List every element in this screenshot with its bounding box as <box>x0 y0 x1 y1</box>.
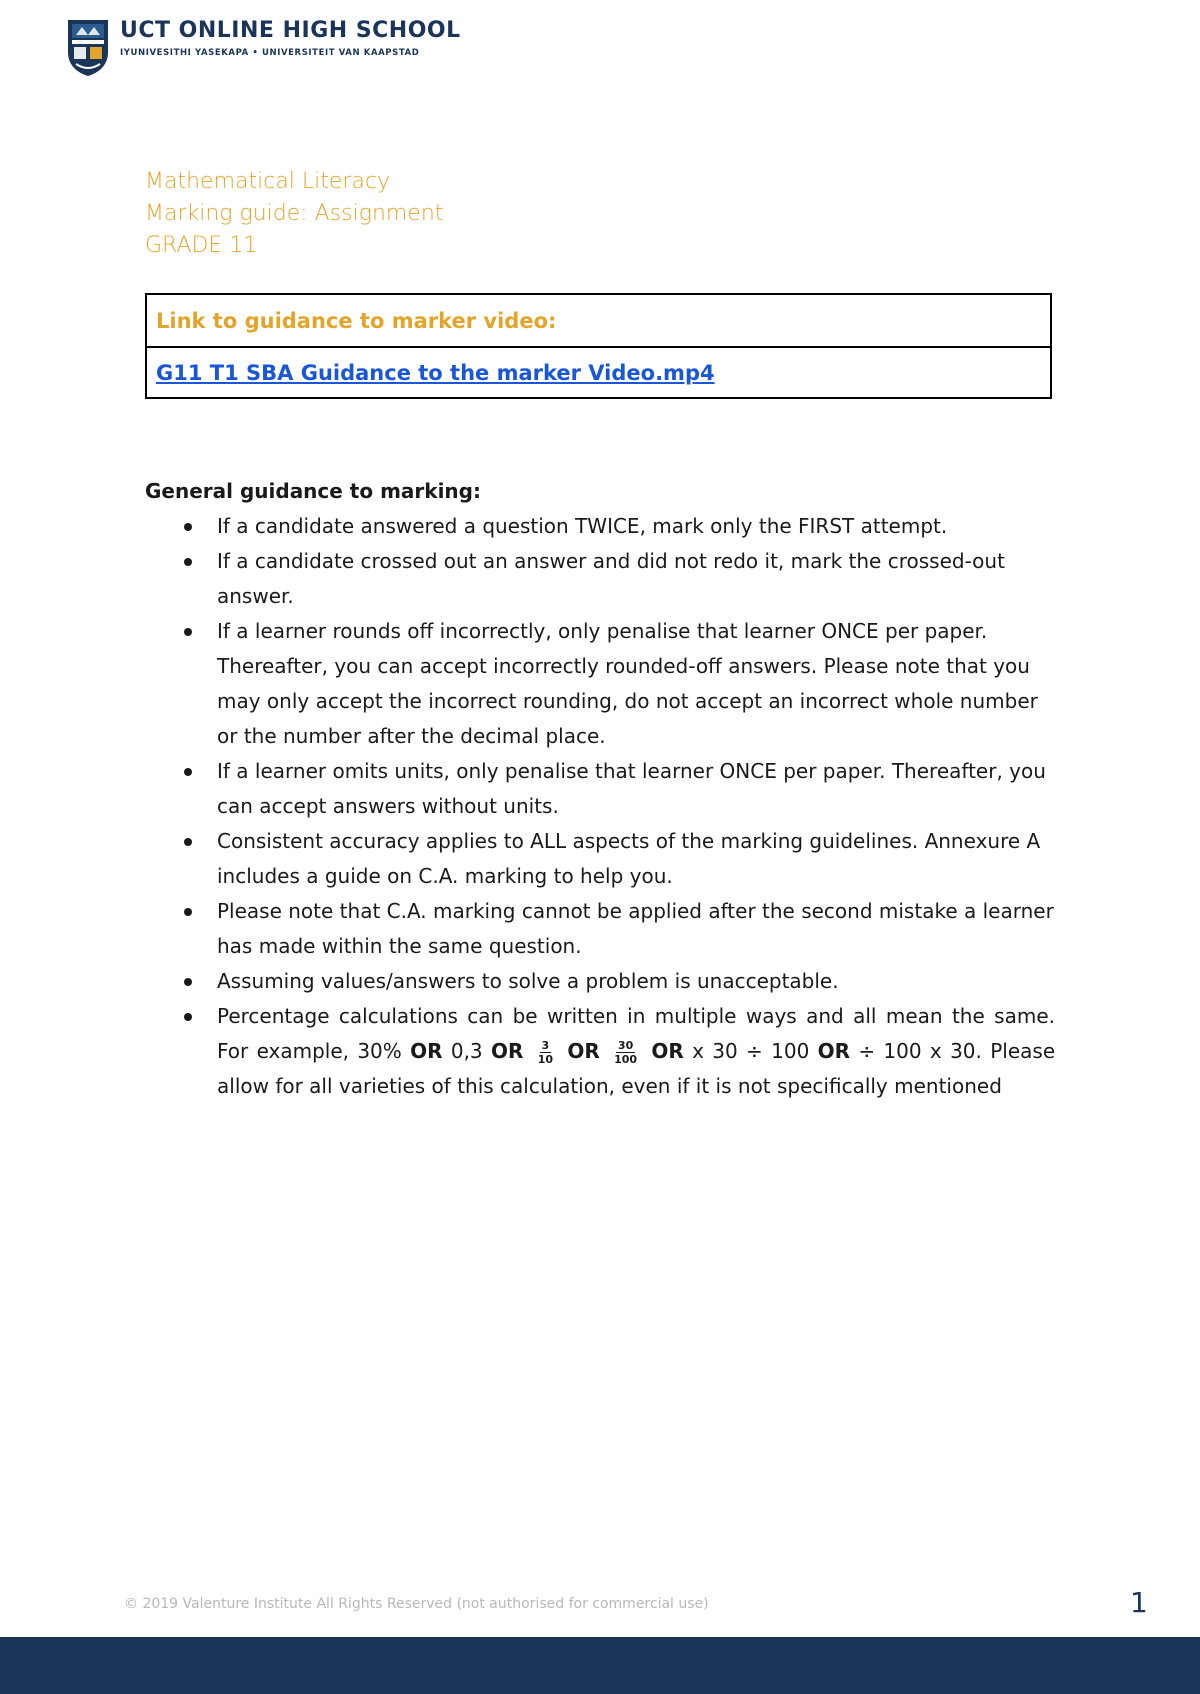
guidance-item: Consistent accuracy applies to ALL aspects of the marking guidelines. Annexure A includes a guide on C.A. marking to help you. <box>145 824 1055 894</box>
percentage-expression: x 30 ÷ 100 <box>692 1039 810 1063</box>
percentage-decimal: 0,3 <box>450 1039 483 1063</box>
footer-bar <box>0 1637 1200 1694</box>
or-keyword: OR <box>651 1039 684 1063</box>
document-title: Marking guide: Assignment <box>145 201 444 226</box>
subject-title: Mathematical Literacy <box>145 169 391 194</box>
guidance-title: General guidance to marking: <box>145 479 481 503</box>
grade-label: GRADE 11 <box>145 233 258 258</box>
guidance-item: If a candidate answered a question TWICE, mark only the FIRST attempt. <box>145 509 1055 544</box>
guidance-item: Please note that C.A. marking cannot be applied after the second mistake a learner has made within the same question. <box>145 894 1055 964</box>
or-keyword: OR <box>817 1039 851 1063</box>
guidance-item: If a learner rounds off incorrectly, only penalise that learner ONCE per paper. Thereafter, you can accept incorrectly rounded-off answers. Please note that you may only accept the incorrect rounding, do not accept an incorrect whole number or the number after the decimal place. <box>145 614 1055 754</box>
fraction-numerator: 30 <box>617 1039 634 1052</box>
page-number: 1 <box>1130 1586 1148 1619</box>
uct-crest-logo <box>66 18 110 78</box>
percentage-intro: Percentage calculations can be written in multiple ways and all mean the same. For example, 30% <box>217 1004 1055 1063</box>
school-tagline: IYUNIVESITHI YASEKAPA • UNIVERSITEIT VAN KAAPSTAD <box>120 48 420 58</box>
fraction-30-100 <box>612 1039 639 1066</box>
or-keyword: OR <box>567 1039 600 1063</box>
or-keyword: OR <box>490 1039 524 1063</box>
percentage-outro: Please allow for all varieties of this calculation, even if it is not specifically mentioned <box>217 1039 1056 1098</box>
guidance-video-link[interactable]: G11 T1 SBA Guidance to the marker Video.mp4 <box>156 360 715 385</box>
video-link-table <box>145 293 1052 399</box>
fraction-numerator: 3 <box>541 1039 550 1052</box>
document-titles <box>145 166 443 262</box>
fraction-3-10 <box>536 1039 555 1066</box>
or-keyword: OR <box>410 1039 443 1063</box>
brand-block <box>120 18 461 58</box>
link-heading-row <box>147 295 1050 346</box>
fraction-denominator: 100 <box>614 1053 638 1066</box>
link-video-row <box>147 346 1050 397</box>
guidance-item-percentage <box>145 999 1055 1104</box>
percentage-expression: ÷ 100 x 30. <box>858 1039 982 1063</box>
guidance-item: Assuming values/answers to solve a problem is unacceptable. <box>145 964 1055 999</box>
guidance-item: If a learner omits units, only penalise that learner ONCE per paper. Thereafter, you can accept answers without units. <box>145 754 1055 824</box>
copyright-notice: © 2019 Valenture Institute All Rights Reserved (not authorised for commercial use) <box>124 1596 709 1612</box>
general-guidance-section <box>145 474 1055 1104</box>
guidance-list <box>145 509 1055 1104</box>
school-name: UCT ONLINE HIGH SCHOOL <box>120 18 461 43</box>
guidance-item: If a candidate crossed out an answer and did not redo it, mark the crossed-out answer. <box>145 544 1055 614</box>
fraction-denominator: 10 <box>537 1053 554 1066</box>
link-heading: Link to guidance to marker video: <box>156 308 557 333</box>
header <box>66 18 461 78</box>
